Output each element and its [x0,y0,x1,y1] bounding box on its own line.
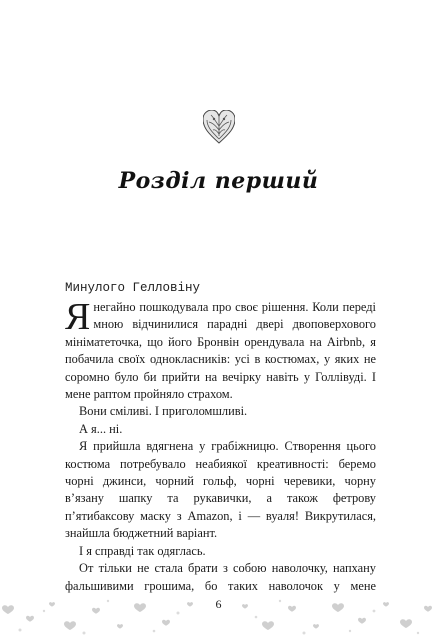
paragraph-4: Я прийшла вдягнена у грабіжницю. Створення цього костюма потребувало неабиякої креативності: беремо чорні джинси, чорний гольф, чорні черевики, чорну в’язану шапку та рукавички, а також фетрову п’ятибаксову маску з Amazon, і — вуаля! Викрутилася, знайшла бюджетний варіант. [65,439,376,541]
page-number: 6 [215,597,222,611]
drop-cap: Я [65,296,91,338]
heart-ornament-icon [203,110,235,144]
paragraph-6: От тільки не стала брати з собою наволочку, напхану фальшивими грошима, бо таких наволочок у мене [65,561,376,593]
paragraph-5: І я справді так одяглась. [79,543,206,558]
epigraph: Минулого Гелловіну [65,281,201,295]
paragraph-2: Вони сміливі. І приголомшливі. [79,404,248,419]
chapter-title: Розділ перший [118,168,319,194]
paragraph-3: А я... ні. [79,421,123,436]
paragraph-1: Янегайно пошкодувала про своє рішення. Коли переді мною відчинилися парадні двері двоповерхового мініматеточка, що його Бронвін орендувала на Airbnb, я побачила своїх однокласників: усі в костюмах, у яких не соромно було би прийти на вечірку навіть у Голлівуді. І мене раптом пройняло страхом. [65,296,376,402]
body-text [65,296,376,595]
